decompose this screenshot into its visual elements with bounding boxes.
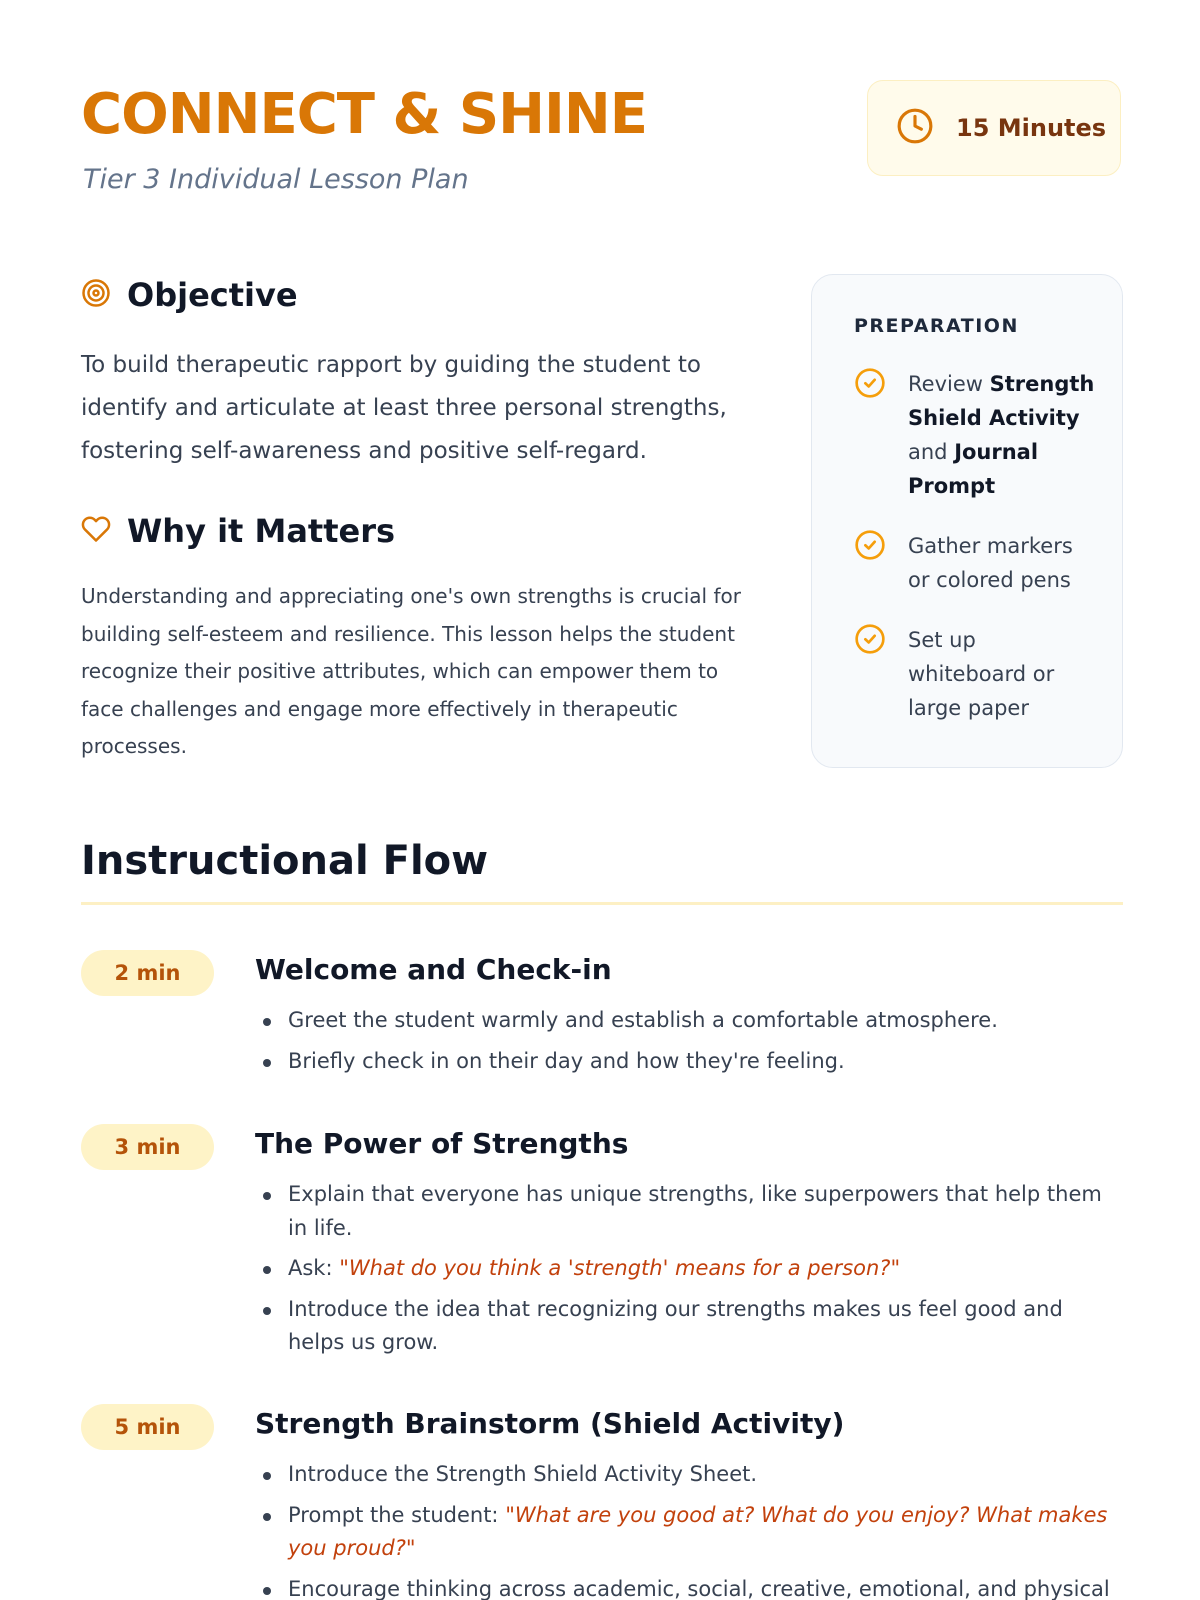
instructional-flow-heading: Instructional Flow: [81, 838, 489, 884]
step-title: The Power of Strengths: [255, 1127, 629, 1160]
prompt-quote: "What do you think a 'strength' means for a person?": [339, 1256, 901, 1280]
step-bullet: [255, 1573, 1123, 1600]
step-bullet-list: [255, 1458, 1123, 1600]
check-circle-icon: [854, 623, 886, 660]
objective-text: To build therapeutic rapport by guiding the student to identify and articulate at least three personal strengths, fostering self-awareness and positive self-regard.: [81, 352, 727, 464]
preparation-item-text: Set up whiteboard or large paper: [908, 628, 1055, 720]
section-divider: [81, 902, 1123, 905]
duration-text: 15 Minutes: [956, 114, 1107, 142]
step-bullet-list: [255, 1004, 1123, 1078]
target-icon: [81, 278, 127, 313]
step-bullet: [255, 1499, 1123, 1566]
page-title: CONNECT & SHINE: [81, 82, 647, 147]
step-bullet: [255, 1252, 1123, 1286]
journal-prompt-label: Journal Prompt: [908, 440, 1039, 498]
bullet-text: Greet the student warmly and establish a comfortable atmosphere.: [288, 1008, 998, 1032]
check-circle-icon: [854, 367, 886, 404]
bullet-text: Explain that everyone has unique strengths, like superpowers that help them in life.: [288, 1182, 1102, 1240]
heart-icon: [81, 514, 127, 549]
step-bullet: [255, 1458, 1123, 1492]
step-bullet-list: [255, 1178, 1123, 1360]
bullet-text: Ask:: [288, 1256, 340, 1280]
preparation-item-text: Gather markers or colored pens: [908, 534, 1073, 592]
time-badge: 3 min: [81, 1124, 214, 1170]
objective-title: Objective: [127, 276, 298, 314]
why-title: Why it Matters: [127, 512, 396, 550]
page-subtitle: Tier 3 Individual Lesson Plan: [83, 164, 469, 195]
step-bullet: [255, 1004, 1123, 1038]
preparation-item-prefix: Review: [908, 372, 990, 396]
step-bullet: [255, 1045, 1123, 1079]
bullet-text: Introduce the idea that recognizing our strengths makes us feel good and helps us grow.: [288, 1296, 1063, 1354]
bullet-text: Introduce the Strength Shield Activity Sheet.: [288, 1462, 758, 1486]
check-circle-icon: [854, 529, 886, 566]
prompt-quote: "What are you good at? What do you enjoy? What makes you proud?": [288, 1502, 1108, 1560]
preparation-item-joiner: and: [908, 440, 955, 464]
step-bullet: [255, 1293, 1123, 1360]
step-body: [255, 1124, 1123, 1367]
preparation-item: [854, 623, 1122, 725]
step-body: [255, 1404, 1123, 1600]
why-text: Understanding and appreciating one's own strengths is crucial for building self-esteem and resilience. This lesson helps the student recognize their positive attributes, which can empower them to face challenges and engage more effectively in therapeutic processes.: [81, 584, 741, 758]
preparation-item: [854, 367, 1122, 503]
bullet-text: Briefly check in on their day and how they're feeling.: [288, 1048, 845, 1073]
clock-icon: [896, 107, 934, 150]
time-badge: 5 min: [81, 1404, 214, 1450]
lesson-header: [81, 80, 1121, 210]
bullet-text: Prompt the student:: [288, 1502, 506, 1527]
strength-shield-activity-label: Strength Shield Activity: [908, 372, 1095, 430]
step-title: Strength Brainstorm (Shield Activity): [255, 1407, 845, 1440]
why-heading: [81, 512, 395, 550]
preparation-card: [811, 274, 1123, 768]
preparation-item: [854, 529, 1122, 597]
bullet-text: Encourage thinking across academic, social, creative, emotional, and physical: [288, 1576, 1110, 1600]
step-body: [255, 950, 1123, 1085]
time-badge: 2 min: [81, 950, 214, 996]
preparation-item-text: [908, 367, 1098, 503]
step-bullet: [255, 1178, 1123, 1245]
preparation-title: PREPARATION: [854, 315, 1019, 337]
objective-heading: [81, 276, 298, 314]
step-title: Welcome and Check-in: [255, 953, 612, 986]
duration-badge: [867, 80, 1121, 176]
